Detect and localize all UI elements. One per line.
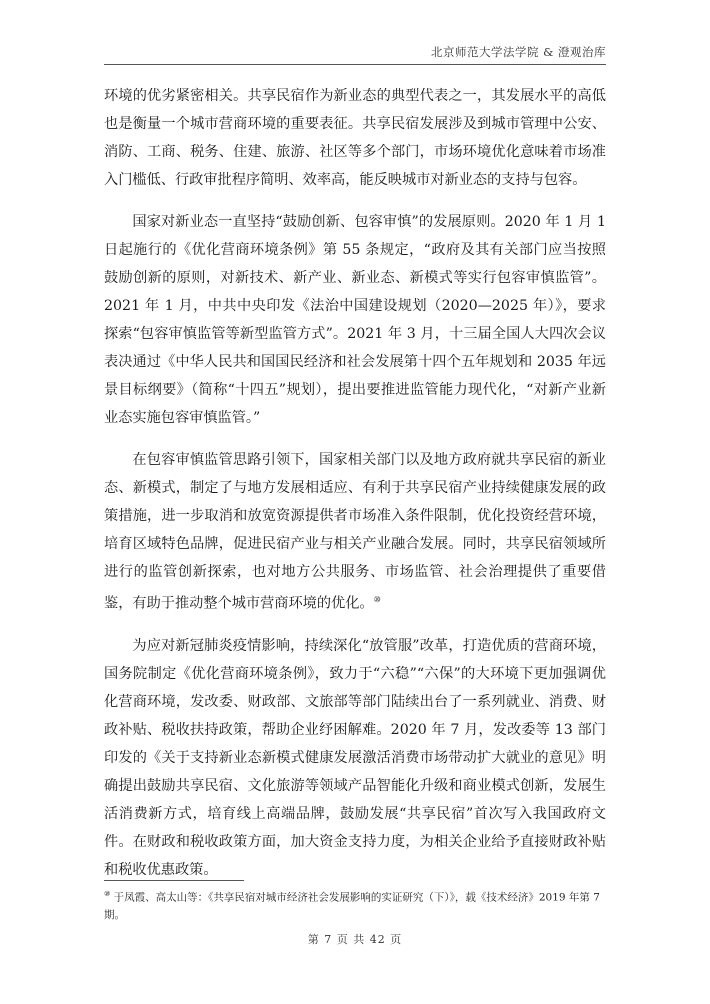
body-content <box>104 82 606 898</box>
header-divider <box>104 64 606 65</box>
footnote-divider <box>104 880 244 881</box>
paragraph-3 <box>104 446 606 618</box>
footnote-text: 于凤霞、高太山等：《共享民宿对城市经济社会发展影响的实证研究（下）》，载《技术经济》2019 年第 7 期。 <box>104 891 600 921</box>
paragraph-3-text: 在包容审慎监管思路引领下，国家相关部门以及地方政府就共享民宿的新业态、新模式，制定了与地方发展相适应、有利于共享民宿产业持续健康发展的政策措施，进一步取消和放宽资源提供者市场准入条件限制，优化投资经营环境，培育区域特色品牌，促进民宿产业与相关产业融合发展。同时，共享民宿领域所进行的监管创新探索，也对地方公共服务、市场监管、社会治理提供了重要借鉴，有助于推动整个城市营商环境的优化。 <box>104 452 606 612</box>
paragraph-2: 国家对新业态一直坚持“鼓励创新、包容审慎”的发展原则。2020 年 1 月 1 日起施行的《优化营商环境条例》第 55 条规定，“政府及其有关部门应当按照鼓励创新的原则，对新技术、新产业、新业态、新模式等实行包容审慎监管”。2021 年 1 月，中共中央印发《法治中国建设规划（2020—2025 年）》，要求探索“包容审慎监管等新型监管方式”。2021 年 3 月，十三届全国人大四次会议表决通过《中华人民共和国国民经济和社会发展第十四个五年规划和 2035 年远景目标纲要》（简称“十四五”规划），提出要推进监管能力现代化，“对新产业新业态实施包容审慎监管。” <box>104 214 606 426</box>
page-header: 北京师范大学法学院 & 澄观治库 <box>430 45 606 59</box>
paragraph-4: 为应对新冠肺炎疫情影响，持续深化“放管服”改革，打造优质的营商环境，国务院制定《优化营商环境条例》，致力于“六稳”“六保”的大环境下更加强调优化营商环境，发改委、财政部、文旅部等部门陆续出台了一系列就业、消费、财政补贴、税收扶持政策，帮助企业纾困解难。2020 年 7 月，发改委等 13 部门印发的《关于支持新业态新模式健康发展激活消费市场带动扩大就业的意见》明确提出鼓励共享民宿、文化旅游等领域产品智能化升级和商业模式创新，发展生活消费新方式，培育线上高端品牌，鼓励发展“共享民宿”首次写入我国政府文件。在财政和税收政策方面，加大资金支持力度，为相关企业给予直接财政补贴和税收优惠政策。 <box>104 637 606 878</box>
page-number: 第 7 页 共 42 页 <box>307 933 403 946</box>
footnote-mark: ⑩ <box>104 890 111 898</box>
paragraph-1: 环境的优劣紧密相关。共享民宿作为新业态的典型代表之一，其发展水平的高低也是衡量一个城市营商环境的重要表征。共享民宿发展涉及到城市管理中公安、消防、工商、税务、住建、旅游、社区等多个部门，市场环境优化意味着市场准入门槛低、行政审批程序简明、效率高，能反映城市对新业态的支持与包容。 <box>104 88 606 188</box>
footnote <box>104 886 606 924</box>
footnote-reference: ⑩ <box>373 595 381 604</box>
